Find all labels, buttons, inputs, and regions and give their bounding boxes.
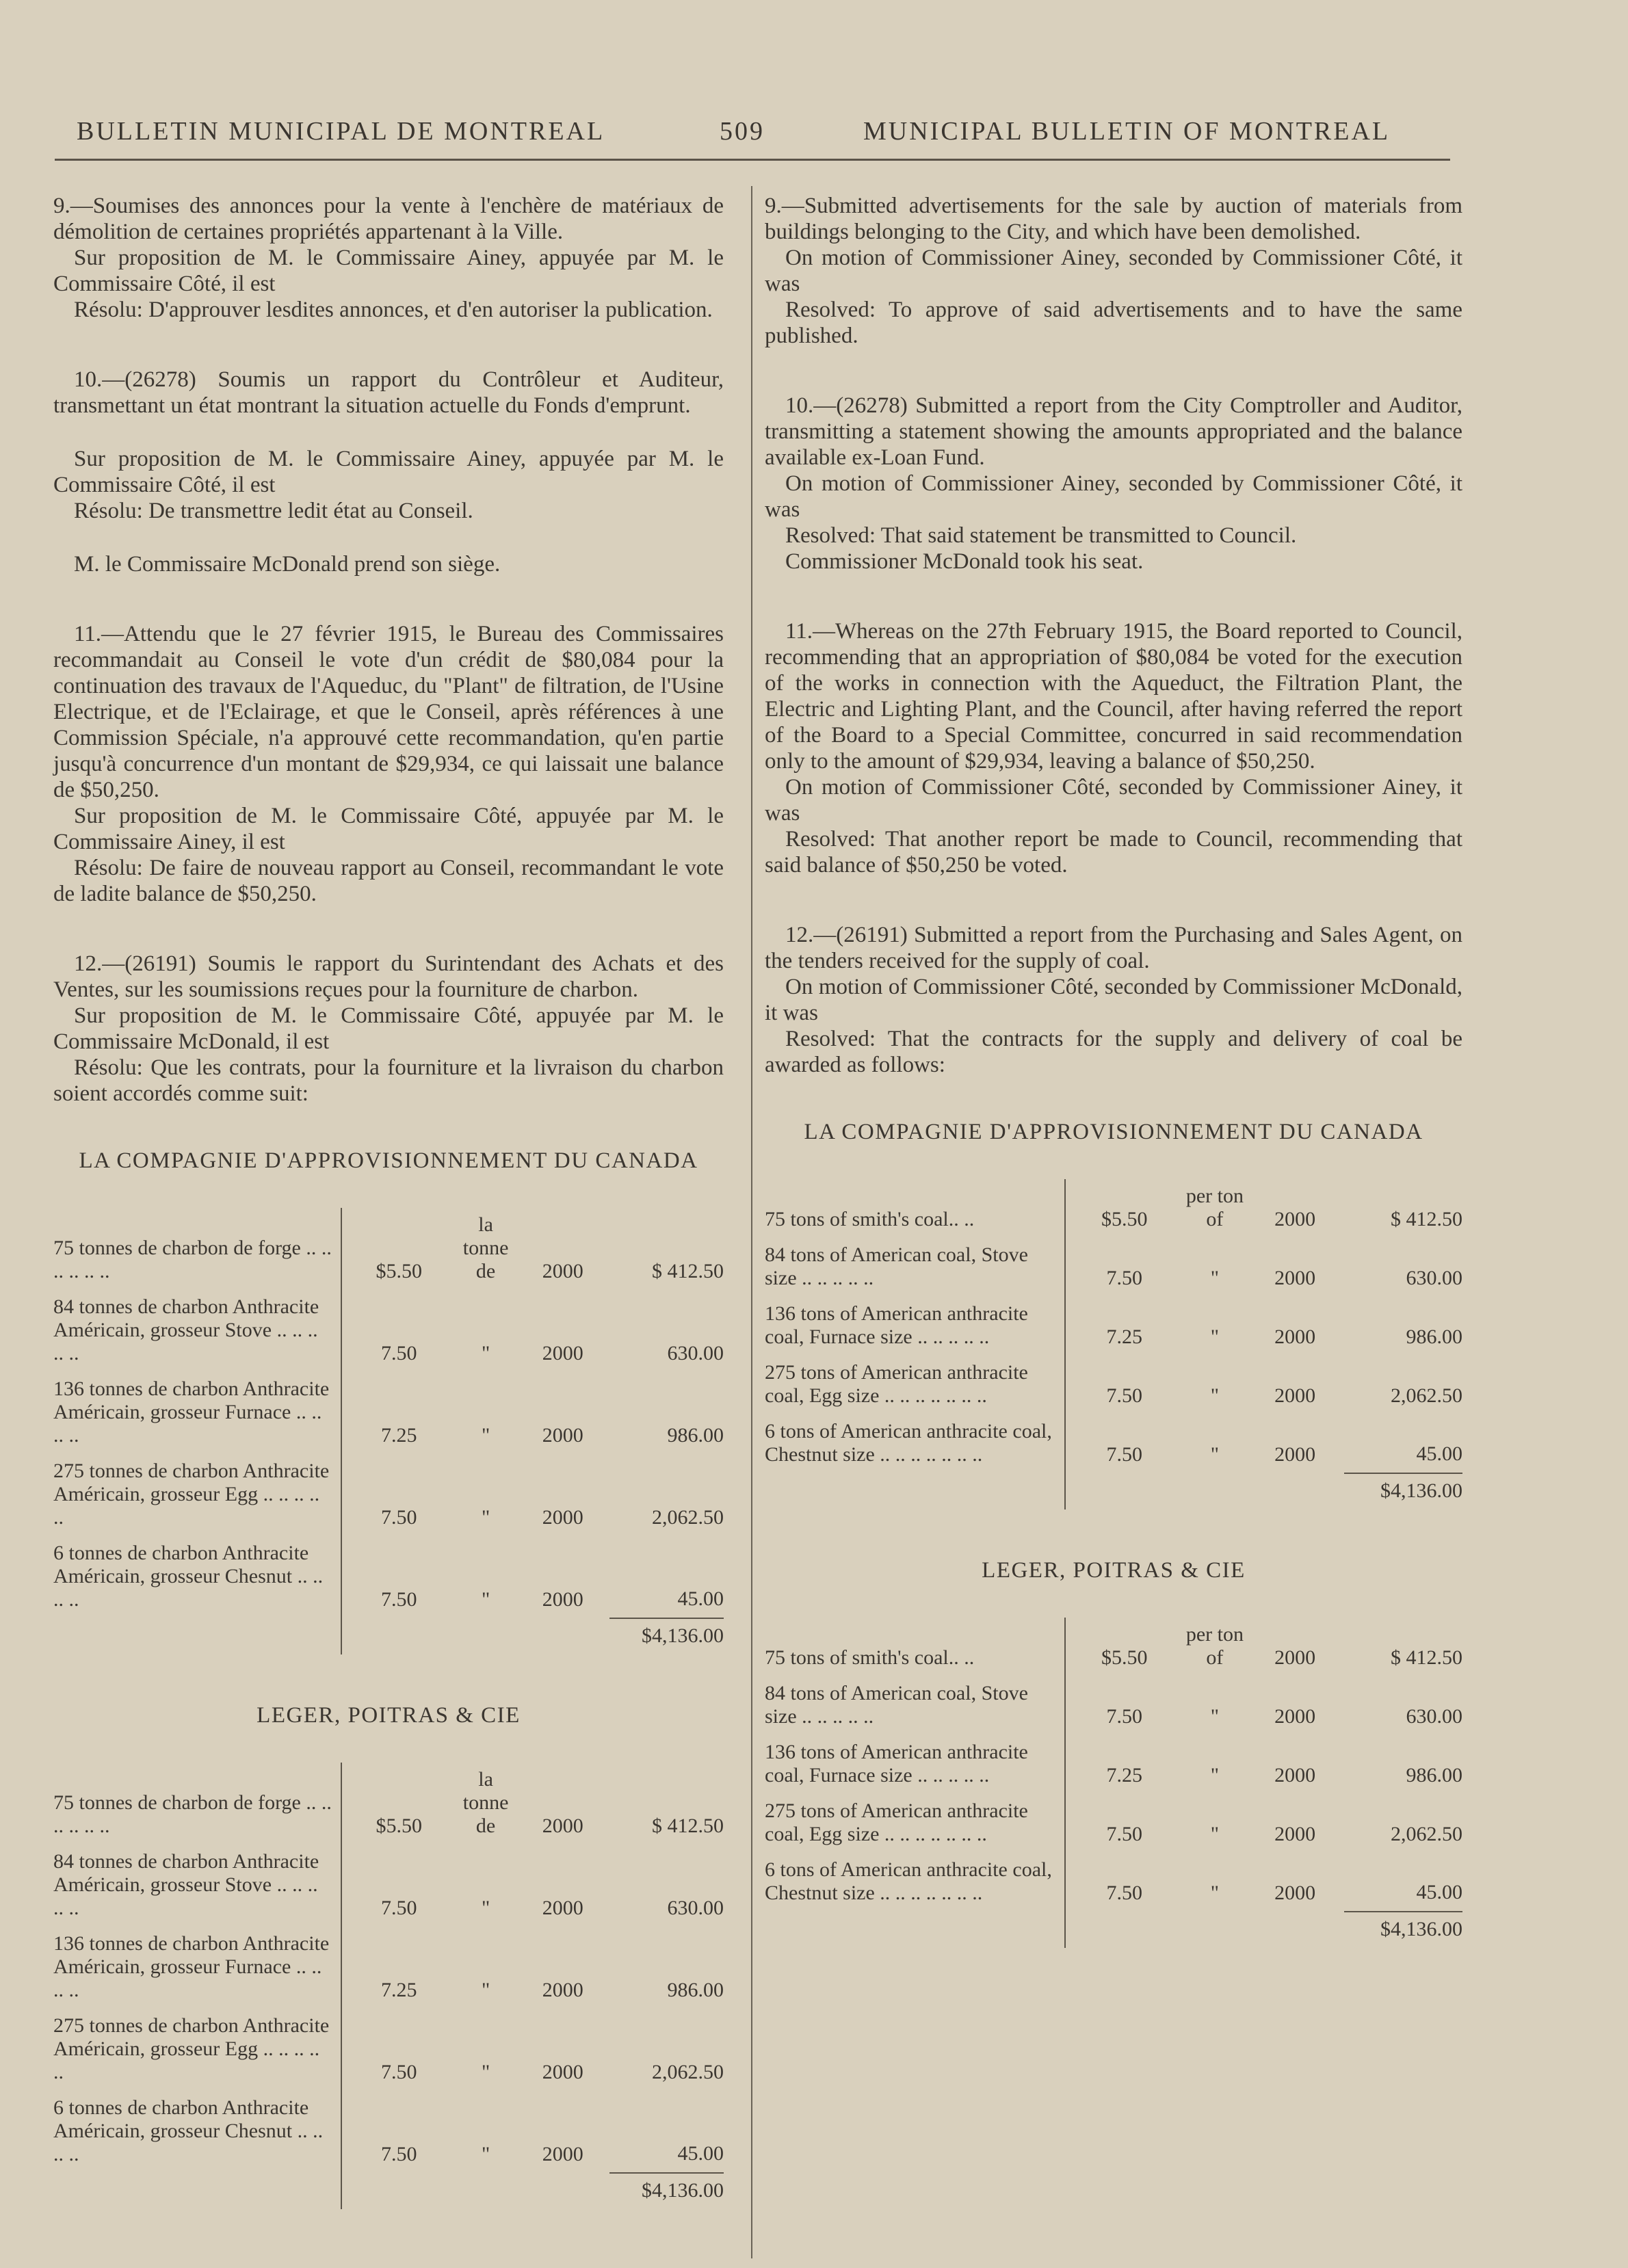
item-12-resolved-fr: Résolu: Que les contrats, pour la fourniture et la livraison du charbon soient accordés comme suit:	[53, 1055, 724, 1106]
item-11-resolved-fr: Résolu: De faire de nouveau rapport au Conseil, recommandant le vote de ladite balance de $50,250.	[53, 856, 724, 906]
row-amount: 2,062.50	[1391, 1384, 1462, 1407]
seller-1-heading-fr: LA COMPAGNIE D'APPROVISIONNEMENT DU CANADA	[79, 1148, 698, 1173]
row-amount: 986.00	[667, 1424, 724, 1447]
table-row	[53, 1927, 724, 2009]
item-11-motion-en: On motion of Commissioner Côté, seconded by Commissioner Ainey, it was	[765, 775, 1462, 826]
ditto-mark: "	[481, 1342, 490, 1364]
table-row	[53, 1454, 724, 1536]
row-quantity: 2000	[1274, 1384, 1316, 1407]
row-amount: 45.00	[1416, 1881, 1462, 1903]
item-10-seat-fr: M. le Commissaire McDonald prend son siège.	[74, 552, 501, 577]
row-quantity: 2000	[542, 1260, 583, 1282]
row-quantity: 2000	[542, 1979, 583, 2001]
row-description: 75 tonnes de charbon de forge .. .. .. .. .. ..	[53, 1208, 341, 1290]
row-price: $5.50	[1101, 1646, 1148, 1669]
table-row	[765, 1356, 1462, 1414]
item-10-en: 10.—(26278) Submitted a report from the City Comptroller and Auditor, transmitting a statement showing the amounts appropriated and the balance available ex-Loan Fund.	[765, 393, 1462, 470]
ditto-mark: "	[481, 1424, 490, 1447]
item-12-fr: 12.—(26191) Soumis le rapport du Surintendant des Achats et des Ventes, sur les soumissions reçues pour la fourniture de charbon.	[53, 951, 724, 1002]
row-quantity: 2000	[542, 1815, 583, 1837]
ditto-mark: "	[1210, 1823, 1219, 1845]
row-quantity: 2000	[542, 1424, 583, 1447]
item-11-motion-fr: Sur proposition de M. le Commissaire Côté, appuyée par M. le Commissaire Ainey, il est	[53, 804, 724, 854]
table-row	[765, 1735, 1462, 1794]
row-unit: la tonne de	[462, 1768, 509, 1837]
row-amount: 986.00	[667, 1979, 724, 2001]
header-rule	[55, 159, 1450, 161]
table-total-row	[53, 1618, 724, 1654]
row-amount: 2,062.50	[652, 2061, 724, 2083]
row-quantity: 2000	[542, 1588, 583, 1611]
row-amount: 986.00	[1406, 1326, 1462, 1348]
row-description: 75 tonnes de charbon de forge .. .. .. .. .. ..	[53, 1763, 341, 1845]
row-quantity: 2000	[1274, 1443, 1316, 1466]
table-row	[53, 1845, 724, 1927]
row-price: 7.50	[1106, 1384, 1143, 1407]
item-12-motion-fr: Sur proposition de M. le Commissaire Côté, appuyée par M. le Commissaire McDonald, il est	[53, 1003, 724, 1054]
item-9-motion-en: On motion of Commissioner Ainey, seconded by Commissioner Côté, it was	[765, 246, 1462, 296]
item-11-en: 11.—Whereas on the 27th February 1915, the Board reported to Council, recommending that an appropriation of $80,084 be voted for the execution of the works in connection with the Aqueduct, the Filtration Plant, the Electric and Lighting Plant, and the Council, after having referred the report of the Board to a Special Committee, concurred in said recommendation only to the amount of $29,934, leaving a balance of $50,250.	[765, 619, 1462, 774]
row-price: $5.50	[376, 1260, 422, 1282]
table-total-row	[53, 2173, 724, 2209]
column-divider	[751, 186, 752, 2258]
ditto-mark: "	[481, 1506, 490, 1529]
row-amount: $ 412.50	[652, 1260, 724, 1282]
table-row	[53, 1208, 724, 1290]
item-10-motion-fr: Sur proposition de M. le Commissaire Ainey, appuyée par M. le Commissaire Côté, il est	[53, 447, 724, 497]
table-row	[53, 1536, 724, 1618]
coal-table-1-fr	[53, 1208, 724, 1654]
item-12-motion-en: On motion of Commissioner Côté, seconded by Commissioner McDonald, it was	[765, 975, 1462, 1025]
ditto-mark: "	[1210, 1705, 1219, 1728]
table-row	[53, 2091, 724, 2173]
item-11-fr: 11.—Attendu que le 27 février 1915, le Bureau des Commissaires recommandait au Conseil le vote d'un crédit de $80,084 pour la continuation des travaux de l'Aqueduc, du "Plant" de filtration, de l'Usine Electrique, et de l'Eclairage, et que le Conseil, après références à une Commission Spéciale, n'a approuvé cette recommandation, qu'en partie jusqu'à concurrence d'un montant de $29,934, ce qui laissait une balance de $50,250.	[53, 622, 724, 802]
table-row	[765, 1853, 1462, 1912]
row-description: 75 tons of smith's coal.. ..	[765, 1618, 1065, 1676]
row-amount: 2,062.50	[652, 1506, 724, 1529]
row-price: 7.50	[380, 1588, 417, 1611]
row-unit: la tonne de	[462, 1213, 509, 1282]
row-quantity: 2000	[542, 2061, 583, 2083]
item-12-en: 12.—(26191) Submitted a report from the Purchasing and Sales Agent, on the tenders received for the supply of coal.	[765, 923, 1462, 973]
row-description: 275 tonnes de charbon Anthracite Américain, grosseur Egg .. .. .. .. ..	[53, 1454, 341, 1536]
row-description: 6 tons of American anthracite coal, Chestnut size .. .. .. .. .. .. ..	[765, 1853, 1065, 1912]
ditto-mark: "	[481, 1897, 490, 1919]
row-quantity: 2000	[542, 1506, 583, 1529]
table-total: $4,136.00	[609, 1618, 724, 1654]
item-10-seat-en: Commissioner McDonald took his seat.	[785, 549, 1144, 574]
row-description: 275 tons of American anthracite coal, Egg size .. .. .. .. .. .. ..	[765, 1794, 1065, 1853]
item-10-resolved-en: Resolved: That said statement be transmitted to Council.	[785, 523, 1297, 548]
table-row	[53, 1372, 724, 1454]
row-quantity: 2000	[1274, 1267, 1316, 1289]
coal-table-2-en	[765, 1618, 1462, 1948]
table-row	[765, 1179, 1462, 1238]
row-description: 136 tons of American anthracite coal, Furnace size .. .. .. .. ..	[765, 1735, 1065, 1794]
row-price: 7.50	[1106, 1882, 1143, 1904]
row-description: 136 tonnes de charbon Anthracite Américain, grosseur Furnace .. .. .. ..	[53, 1927, 341, 2009]
row-amount: 630.00	[667, 1342, 724, 1364]
item-10-fr: 10.—(26278) Soumis un rapport du Contrôleur et Auditeur, transmettant un état montrant la situation actuelle du Fonds d'emprunt.	[53, 367, 724, 418]
ditto-mark: "	[1210, 1764, 1219, 1786]
table-total: $4,136.00	[1344, 1473, 1462, 1509]
ditto-mark: "	[481, 1979, 490, 2001]
row-price: 7.50	[1106, 1705, 1143, 1728]
table-total: $4,136.00	[609, 2173, 724, 2209]
row-price: $5.50	[1101, 1208, 1148, 1230]
table-row	[765, 1297, 1462, 1356]
table-row	[765, 1676, 1462, 1735]
header-english-title: MUNICIPAL BULLETIN OF MONTREAL	[863, 117, 1391, 146]
ditto-mark: "	[1210, 1443, 1219, 1466]
row-description: 6 tons of American anthracite coal, Chestnut size .. .. .. .. .. .. ..	[765, 1414, 1065, 1473]
row-amount: 45.00	[677, 1587, 724, 1610]
ditto-mark: "	[1210, 1326, 1219, 1348]
table-row	[765, 1414, 1462, 1473]
table-row	[765, 1238, 1462, 1297]
item-9-resolved-fr: Résolu: D'approuver lesdites annonces, et d'en autoriser la publication.	[74, 298, 713, 322]
row-description: 84 tons of American coal, Stove size .. .. .. .. ..	[765, 1676, 1065, 1735]
item-12-resolved-en: Resolved: That the contracts for the supply and delivery of coal be awarded as follows:	[765, 1027, 1462, 1077]
item-10-motion-en: On motion of Commissioner Ainey, seconded by Commissioner Côté, it was	[765, 471, 1462, 522]
row-price: 7.25	[380, 1424, 417, 1447]
row-description: 136 tons of American anthracite coal, Furnace size .. .. .. .. ..	[765, 1297, 1065, 1356]
english-column	[765, 193, 1462, 1948]
row-quantity: 2000	[1274, 1646, 1316, 1669]
ditto-mark: "	[481, 2061, 490, 2083]
item-9-en: 9.—Submitted advertisements for the sale by auction of materials from buildings belonging to the City, and which have been demolished.	[765, 194, 1462, 244]
table-total-row	[765, 1912, 1462, 1948]
row-price: 7.50	[1106, 1823, 1143, 1845]
coal-table-2-fr	[53, 1763, 724, 2209]
row-quantity: 2000	[1274, 1705, 1316, 1728]
row-amount: $ 412.50	[1391, 1646, 1462, 1669]
row-price: 7.50	[380, 2143, 417, 2165]
row-description: 84 tonnes de charbon Anthracite Américain, grosseur Stove .. .. .. .. ..	[53, 1290, 341, 1372]
row-price: 7.25	[380, 1979, 417, 2001]
ditto-mark: "	[1210, 1384, 1219, 1407]
table-total: $4,136.00	[1344, 1912, 1462, 1948]
french-column	[53, 193, 724, 2209]
row-quantity: 2000	[1274, 1764, 1316, 1786]
row-amount: $ 412.50	[652, 1815, 724, 1837]
seller-2-heading-en: LEGER, POITRAS & CIE	[982, 1558, 1246, 1583]
item-9-fr: 9.—Soumises des annonces pour la vente à l'enchère de matériaux de démolition de certaines propriétés appartenant à la Ville.	[53, 194, 724, 244]
row-description: 6 tonnes de charbon Anthracite Américain, grosseur Chesnut .. .. .. ..	[53, 2091, 341, 2173]
table-row	[53, 1290, 724, 1372]
row-description: 84 tons of American coal, Stove size .. .. .. .. ..	[765, 1238, 1065, 1297]
row-quantity: 2000	[542, 2143, 583, 2165]
row-amount: 2,062.50	[1391, 1823, 1462, 1845]
row-price: 7.50	[1106, 1267, 1143, 1289]
row-amount: 45.00	[1416, 1442, 1462, 1465]
row-unit: per ton of	[1185, 1623, 1244, 1669]
row-description: 6 tonnes de charbon Anthracite Américain, grosseur Chesnut .. .. .. ..	[53, 1536, 341, 1618]
coal-table-1-en	[765, 1179, 1462, 1509]
row-amount: $ 412.50	[1391, 1208, 1462, 1230]
row-description: 75 tons of smith's coal.. ..	[765, 1179, 1065, 1238]
row-amount: 45.00	[677, 2142, 724, 2165]
item-9-motion-fr: Sur proposition de M. le Commissaire Ainey, appuyée par M. le Commissaire Côté, il est	[53, 246, 724, 296]
row-description: 136 tonnes de charbon Anthracite Américain, grosseur Furnace .. .. .. ..	[53, 1372, 341, 1454]
item-10-resolved-fr: Résolu: De transmettre ledit état au Conseil.	[74, 499, 473, 523]
row-quantity: 2000	[542, 1342, 583, 1364]
row-price: 7.50	[380, 2061, 417, 2083]
row-price: 7.50	[380, 1897, 417, 1919]
row-price: 7.25	[1106, 1764, 1143, 1786]
row-price: 7.50	[380, 1342, 417, 1364]
row-price: $5.50	[376, 1815, 422, 1837]
seller-2-heading-fr: LEGER, POITRAS & CIE	[257, 1703, 521, 1728]
item-11-resolved-en: Resolved: That another report be made to Council, recommending that said balance of $50,250 be voted.	[765, 827, 1462, 878]
ditto-mark: "	[481, 2143, 490, 2165]
table-row	[53, 1763, 724, 1845]
row-quantity: 2000	[1274, 1208, 1316, 1230]
row-description: 275 tons of American anthracite coal, Egg size .. .. .. .. .. .. ..	[765, 1356, 1065, 1414]
row-price: 7.50	[380, 1506, 417, 1529]
row-description: 84 tonnes de charbon Anthracite Américain, grosseur Stove .. .. .. .. ..	[53, 1845, 341, 1927]
row-amount: 630.00	[1406, 1267, 1462, 1289]
page-number: 509	[720, 117, 765, 146]
table-row	[53, 2009, 724, 2091]
ditto-mark: "	[1210, 1882, 1219, 1904]
seller-1-heading-en: LA COMPAGNIE D'APPROVISIONNEMENT DU CANADA	[804, 1120, 1423, 1144]
row-description: 275 tonnes de charbon Anthracite Américain, grosseur Egg .. .. .. .. ..	[53, 2009, 341, 2091]
table-total-row	[765, 1473, 1462, 1509]
row-amount: 630.00	[1406, 1705, 1462, 1728]
row-amount: 630.00	[667, 1897, 724, 1919]
ditto-mark: "	[481, 1588, 490, 1611]
row-amount: 986.00	[1406, 1764, 1462, 1786]
row-quantity: 2000	[1274, 1823, 1316, 1845]
row-price: 7.25	[1106, 1326, 1143, 1348]
row-price: 7.50	[1106, 1443, 1143, 1466]
row-quantity: 2000	[1274, 1326, 1316, 1348]
item-9-resolved-en: Resolved: To approve of said advertisements and to have the same published.	[765, 298, 1462, 348]
table-row	[765, 1794, 1462, 1853]
row-unit: per ton of	[1185, 1185, 1244, 1230]
table-row	[765, 1618, 1462, 1676]
row-quantity: 2000	[542, 1897, 583, 1919]
header-french-title: BULLETIN MUNICIPAL DE MONTREAL	[77, 117, 605, 146]
row-quantity: 2000	[1274, 1882, 1316, 1904]
ditto-mark: "	[1210, 1267, 1219, 1289]
